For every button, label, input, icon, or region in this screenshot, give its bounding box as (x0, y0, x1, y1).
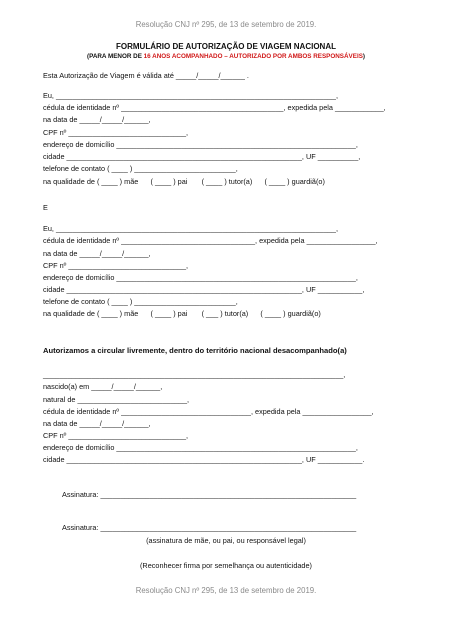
conjunction-text: E (43, 203, 48, 212)
minor-address-field[interactable]: endereço de domicílio ___________________________________________________________, (43, 443, 358, 452)
subtitle-open: (PARA MENOR DE (86, 53, 144, 60)
parent1-date-field[interactable]: na data de _____/_____/______, (43, 115, 151, 124)
header-text: Resolução CNJ nº 295, de 13 de setembro de 2019. (135, 20, 317, 29)
parent1-address-field[interactable]: endereço de domicílio ___________________________________________________________, (43, 140, 358, 149)
parent1-phone-field[interactable]: telefone de contato ( ____ ) _________________________, (43, 164, 238, 173)
parent2-cpf-field[interactable]: CPF nº _____________________________, (43, 261, 189, 270)
minor-city-field[interactable]: cidade __________________________________________________________, UF ___________. (43, 455, 365, 464)
parent2-address-field[interactable]: endereço de domicílio ___________________________________________________________, (43, 273, 358, 282)
minor-natural-field[interactable]: natural de ___________________________, (43, 395, 190, 404)
parent2-date-field[interactable]: na data de _____/_____/______, (43, 249, 151, 258)
parent1-name-field[interactable]: Eu, _____________________________________________________________________, (43, 91, 339, 100)
minor-name-field[interactable]: __________________________________________________________________________, (43, 370, 346, 379)
notary-note: (Reconhecer firma por semelhança ou autenticidade) (140, 561, 312, 570)
signature-line-1[interactable]: Assinatura: _______________________________________________________________ (62, 490, 357, 499)
parent2-city-field[interactable]: cidade __________________________________________________________, UF ___________, (43, 285, 365, 294)
footer-text: Resolução CNJ nº 295, de 13 de setembro de 2019. (135, 586, 317, 595)
subtitle-highlight: 16 ANOS ACOMPANHADO – AUTORIZADO POR AMBOS RESPONSÁVEIS (143, 53, 363, 60)
minor-cpf-field[interactable]: CPF nº _____________________________, (43, 431, 189, 440)
minor-date-field[interactable]: na data de _____/_____/______, (43, 419, 151, 428)
authorization-statement: Autorizamos a circular livremente, dentro do território nacional desacompanhado(a) (43, 346, 347, 355)
parent2-id-field[interactable]: cédula de identidade nº _________________________________, expedida pela _________________, (43, 236, 378, 245)
parent2-role-options[interactable]: na qualidade de ( ____ ) mãe ( ____ ) pai ( ___ ) tutor(a) ( ____ ) guardiã(o) (43, 309, 321, 318)
parent1-id-field[interactable]: cédula de identidade nº ________________________________________, expedida pela ____________, (43, 103, 386, 112)
parent1-city-field[interactable]: cidade __________________________________________________________, UF __________, (43, 152, 361, 161)
validity-line[interactable]: Esta Autorização de Viagem é válida até _____/_____/______ . (43, 71, 249, 80)
form-title: FORMULÁRIO DE AUTORIZAÇÃO DE VIAGEM NACIONAL (116, 42, 336, 51)
minor-id-field[interactable]: cédula de identidade nº ________________________________, expedida pela _________________, (43, 407, 374, 416)
parent2-phone-field[interactable]: telefone de contato ( ____ ) _________________________, (43, 297, 238, 306)
subtitle-close: ) (362, 53, 366, 60)
signature-line-2[interactable]: Assinatura: _______________________________________________________________ (62, 523, 357, 532)
minor-birth-field[interactable]: nascido(a) em _____/_____/______, (43, 382, 163, 391)
parent1-cpf-field[interactable]: CPF nº _____________________________, (43, 128, 189, 137)
form-subtitle (0, 52, 452, 61)
parent2-name-field[interactable]: Eu, _____________________________________________________________________, (43, 224, 339, 233)
signature-note: (assinatura de mãe, ou pai, ou responsável legal) (146, 536, 306, 545)
parent1-role-options[interactable]: na qualidade de ( ____ ) mãe ( ____ ) pai ( ____ ) tutor(a) ( ____ ) guardiã(o) (43, 177, 325, 186)
